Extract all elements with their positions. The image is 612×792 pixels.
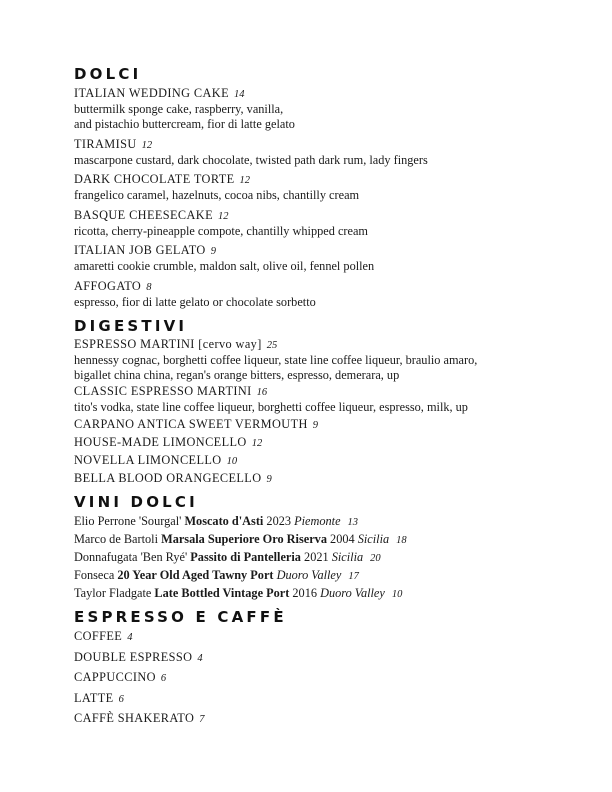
- item-price: 9: [210, 246, 216, 257]
- item-name: COFFEE: [74, 629, 123, 643]
- item-price: 12: [239, 175, 251, 186]
- item-price: 25: [266, 340, 278, 351]
- wine-name: Moscato d'Asti: [184, 514, 264, 528]
- menu-item: [74, 417, 318, 433]
- item-description: bigallet china china, regan's orange bitters, espresso, demerara, up: [74, 368, 400, 382]
- item-price: 6: [118, 694, 124, 705]
- item-name: CLASSIC ESPRESSO MARTINI: [74, 384, 252, 398]
- wine-vintage: 2021: [304, 550, 329, 564]
- item-description: and pistachio buttercream, fior di latte gelato: [74, 117, 295, 131]
- section-heading-dolci: DOLCI: [74, 65, 142, 83]
- menu-item: [74, 172, 359, 203]
- wine-producer: Donnafugata 'Ben Ryé': [74, 550, 188, 564]
- item-price: 17: [348, 571, 359, 582]
- menu-item: [74, 86, 295, 132]
- wine-region: Sicilia: [331, 550, 364, 564]
- item-description: frangelico caramel, hazelnuts, cocoa nibs, chantilly cream: [74, 188, 360, 202]
- item-description: buttermilk sponge cake, raspberry, vanilla,: [74, 102, 284, 116]
- item-description: espresso, fior di latte gelato or chocolate sorbetto: [74, 295, 316, 309]
- section-heading-vini-dolci: VINI DOLCI: [74, 493, 198, 511]
- item-price: 4: [197, 653, 203, 664]
- menu-item: [74, 453, 237, 469]
- wine-item: [74, 586, 402, 602]
- wine-item: [74, 550, 381, 566]
- item-price: 4: [127, 632, 133, 643]
- menu-item: [74, 279, 316, 310]
- wine-region: Piemonte: [294, 514, 341, 528]
- menu-item: [74, 711, 204, 727]
- item-price: 13: [347, 517, 359, 528]
- item-price: 14: [234, 89, 245, 100]
- wine-name: 20 Year Old Aged Tawny Port: [117, 568, 274, 582]
- item-price: 20: [370, 553, 381, 564]
- wine-producer: Marco de Bartoli: [74, 532, 159, 546]
- item-price: 10: [391, 589, 403, 600]
- item-name: ESPRESSO MARTINI [cervo way]: [74, 337, 262, 351]
- item-price: 8: [146, 282, 152, 293]
- item-price: 6: [160, 673, 167, 684]
- wine-region: Duoro Valley: [320, 586, 385, 600]
- item-price: 18: [396, 535, 407, 546]
- menu-item: [74, 137, 428, 168]
- wine-name: Passito di Pantelleria: [190, 550, 301, 564]
- wine-producer: Taylor Fladgate: [74, 586, 152, 600]
- item-price: 12: [251, 438, 263, 449]
- wine-name: Marsala Superiore Oro Riserva: [161, 532, 327, 546]
- wine-region: Duoro Valley: [276, 568, 342, 582]
- menu-item: [74, 670, 166, 686]
- item-price: 16: [256, 387, 268, 398]
- item-name: ITALIAN WEDDING CAKE: [74, 86, 230, 100]
- menu-item: [74, 629, 132, 645]
- menu-item: [74, 337, 477, 383]
- wine-producer: Elio Perrone 'Sourgal': [74, 514, 182, 528]
- item-name: CAPPUCCINO: [74, 670, 156, 684]
- menu-item: [74, 471, 272, 487]
- item-price: 7: [199, 714, 205, 725]
- item-name: ITALIAN JOB GELATO: [74, 243, 206, 257]
- menu-item: [74, 650, 203, 666]
- wine-item: [74, 532, 407, 548]
- wine-item: [74, 568, 359, 584]
- item-description: mascarpone custard, dark chocolate, twisted path dark rum, lady fingers: [74, 153, 428, 167]
- wine-region: Sicilia: [357, 532, 390, 546]
- wine-vintage: 2004: [330, 532, 355, 546]
- menu-item: [74, 384, 468, 415]
- item-name: DOUBLE ESPRESSO: [74, 650, 193, 664]
- item-price: 9: [312, 420, 319, 431]
- item-name: DARK CHOCOLATE TORTE: [74, 172, 235, 186]
- menu-item: [74, 243, 374, 274]
- section-heading-caffe: ESPRESSO E CAFFÈ: [74, 608, 287, 626]
- item-name: TIRAMISU: [74, 137, 137, 151]
- item-name: LATTE: [74, 691, 114, 705]
- item-name: NOVELLA LIMONCELLO: [74, 453, 222, 467]
- item-price: 12: [141, 140, 153, 151]
- item-name: CAFFÈ SHAKERATO: [74, 711, 195, 725]
- item-price: 9: [266, 474, 272, 485]
- item-description: amaretti cookie crumble, maldon salt, olive oil, fennel pollen: [74, 259, 375, 273]
- item-name: AFFOGATO: [74, 279, 142, 293]
- item-name: BASQUE CHEESECAKE: [74, 208, 213, 222]
- menu-item: [74, 208, 368, 239]
- item-price: 12: [218, 211, 229, 222]
- wine-item: [74, 514, 358, 530]
- item-name: HOUSE-MADE LIMONCELLO: [74, 435, 247, 449]
- wine-vintage: 2016: [292, 586, 317, 600]
- menu-item: [74, 435, 262, 451]
- menu-item: [74, 691, 124, 707]
- section-heading-digestivi: DIGESTIVI: [74, 317, 188, 335]
- wine-vintage: 2023: [266, 514, 292, 528]
- wine-name: Late Bottled Vintage Port: [154, 586, 290, 600]
- item-description: ricotta, cherry-pineapple compote, chantilly whipped cream: [74, 224, 368, 238]
- item-description: hennessy cognac, borghetti coffee liqueur, state line coffee liqueur, braulio amaro,: [74, 353, 478, 367]
- item-price: 10: [226, 456, 238, 467]
- wine-producer: Fonseca: [74, 568, 115, 582]
- item-name: CARPANO ANTICA SWEET VERMOUTH: [74, 417, 308, 431]
- item-description: tito's vodka, state line coffee liqueur, borghetti coffee liqueur, espresso, milk, up: [74, 400, 468, 414]
- item-name: BELLA BLOOD ORANGECELLO: [74, 471, 262, 485]
